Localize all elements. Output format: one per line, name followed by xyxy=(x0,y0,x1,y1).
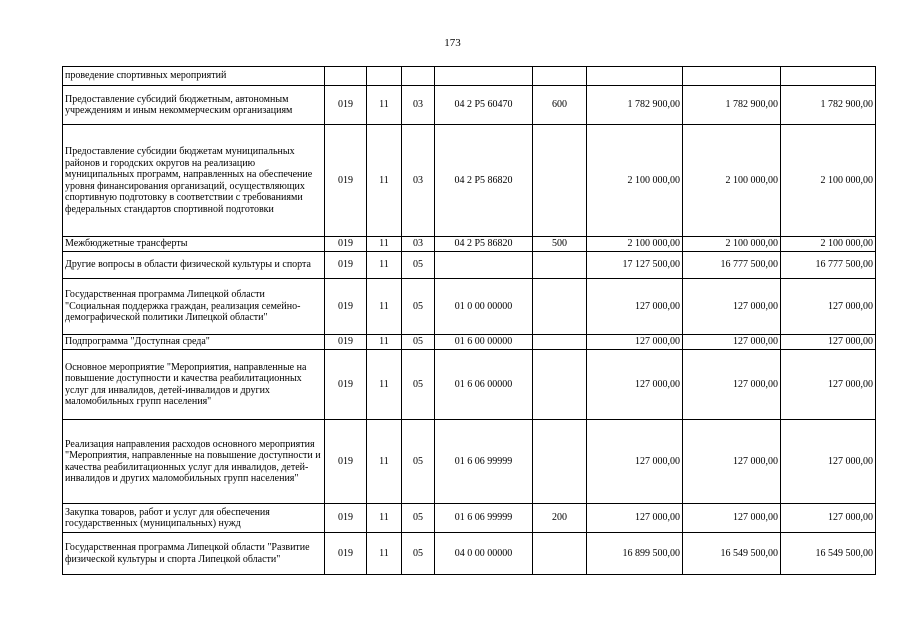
row-subsection: 03 xyxy=(402,86,435,125)
budget-table xyxy=(62,66,876,575)
row-type: 500 xyxy=(533,237,587,252)
table-row xyxy=(63,125,876,237)
row-sum-1 xyxy=(587,67,683,86)
row-name: Межбюджетные трансферты xyxy=(63,237,325,252)
table-row xyxy=(63,533,876,575)
row-type xyxy=(533,125,587,237)
table-row xyxy=(63,252,876,279)
row-sum-3: 127 000,00 xyxy=(781,350,876,420)
row-ministry: 019 xyxy=(325,335,367,350)
row-ministry: 019 xyxy=(325,279,367,335)
table-row xyxy=(63,350,876,420)
row-ministry xyxy=(325,67,367,86)
row-section: 11 xyxy=(367,533,402,575)
row-name: Государственная программа Липецкой области "Социальная поддержка граждан, реализация семейно-демографической политики Липецкой области" xyxy=(63,279,325,335)
row-sum-1: 2 100 000,00 xyxy=(587,237,683,252)
row-subsection: 05 xyxy=(402,504,435,533)
row-ministry: 019 xyxy=(325,533,367,575)
row-ministry: 019 xyxy=(325,420,367,504)
row-name: Предоставление субсидии бюджетам муниципальных районов и городских округов на реализацию муниципальных программ, направленных на обеспечение уровня финансирования организаций, осуществляющих спортивную подготовку в соответствии с требованиями федеральных стандартов спортивной подготовки xyxy=(63,125,325,237)
row-ministry: 019 xyxy=(325,125,367,237)
row-subsection: 05 xyxy=(402,533,435,575)
row-name: Закупка товаров, работ и услуг для обеспечения государственных (муниципальных) нужд xyxy=(63,504,325,533)
table-row xyxy=(63,86,876,125)
row-sum-2: 127 000,00 xyxy=(683,350,781,420)
row-sum-2: 16 549 500,00 xyxy=(683,533,781,575)
row-type xyxy=(533,252,587,279)
row-sum-3: 16 777 500,00 xyxy=(781,252,876,279)
row-subsection: 05 xyxy=(402,252,435,279)
row-sum-1: 127 000,00 xyxy=(587,420,683,504)
table-row xyxy=(63,237,876,252)
row-type xyxy=(533,350,587,420)
row-section: 11 xyxy=(367,86,402,125)
row-sum-1: 127 000,00 xyxy=(587,504,683,533)
row-ministry: 019 xyxy=(325,237,367,252)
row-sum-3: 127 000,00 xyxy=(781,279,876,335)
row-sum-3: 127 000,00 xyxy=(781,420,876,504)
row-sum-1: 127 000,00 xyxy=(587,279,683,335)
row-section xyxy=(367,67,402,86)
row-subsection: 05 xyxy=(402,279,435,335)
row-section: 11 xyxy=(367,350,402,420)
row-target: 01 6 06 99999 xyxy=(435,504,533,533)
row-sum-1: 17 127 500,00 xyxy=(587,252,683,279)
row-subsection xyxy=(402,67,435,86)
row-name: Другие вопросы в области физической культуры и спорта xyxy=(63,252,325,279)
row-sum-3: 2 100 000,00 xyxy=(781,237,876,252)
row-sum-2: 127 000,00 xyxy=(683,504,781,533)
row-sum-2: 2 100 000,00 xyxy=(683,125,781,237)
row-sum-1: 127 000,00 xyxy=(587,350,683,420)
row-name: проведение спортивных мероприятий xyxy=(63,67,325,86)
row-section: 11 xyxy=(367,504,402,533)
row-type xyxy=(533,67,587,86)
row-sum-2: 16 777 500,00 xyxy=(683,252,781,279)
row-name: Подпрограмма "Доступная среда" xyxy=(63,335,325,350)
row-subsection: 03 xyxy=(402,125,435,237)
row-section: 11 xyxy=(367,420,402,504)
row-type: 600 xyxy=(533,86,587,125)
row-target: 04 2 P5 60470 xyxy=(435,86,533,125)
row-sum-3: 1 782 900,00 xyxy=(781,86,876,125)
row-name: Предоставление субсидий бюджетным, автономным учреждениям и иным некоммерческим организациям xyxy=(63,86,325,125)
row-sum-2: 1 782 900,00 xyxy=(683,86,781,125)
row-sum-1: 127 000,00 xyxy=(587,335,683,350)
row-section: 11 xyxy=(367,279,402,335)
row-ministry: 019 xyxy=(325,350,367,420)
row-subsection: 05 xyxy=(402,335,435,350)
table-body xyxy=(63,67,876,575)
table-row xyxy=(63,504,876,533)
row-name: Основное мероприятие "Мероприятия, направленные на повышение доступности и качества реабилитационных услуг для инвалидов, детей-инвалидов и других маломобильных групп населения" xyxy=(63,350,325,420)
row-sum-3: 2 100 000,00 xyxy=(781,125,876,237)
row-type xyxy=(533,533,587,575)
row-ministry: 019 xyxy=(325,86,367,125)
row-sum-2 xyxy=(683,67,781,86)
row-sum-2: 127 000,00 xyxy=(683,335,781,350)
row-subsection: 05 xyxy=(402,420,435,504)
row-subsection: 03 xyxy=(402,237,435,252)
row-type xyxy=(533,420,587,504)
row-sum-3: 127 000,00 xyxy=(781,335,876,350)
row-sum-2: 127 000,00 xyxy=(683,420,781,504)
row-target xyxy=(435,67,533,86)
table-row xyxy=(63,67,876,86)
row-sum-1: 16 899 500,00 xyxy=(587,533,683,575)
row-target: 01 6 06 00000 xyxy=(435,350,533,420)
row-sum-3: 16 549 500,00 xyxy=(781,533,876,575)
row-type: 200 xyxy=(533,504,587,533)
row-target: 01 6 06 99999 xyxy=(435,420,533,504)
row-target: 04 0 00 00000 xyxy=(435,533,533,575)
row-target: 04 2 P5 86820 xyxy=(435,125,533,237)
row-target: 01 6 00 00000 xyxy=(435,335,533,350)
row-section: 11 xyxy=(367,125,402,237)
row-sum-2: 2 100 000,00 xyxy=(683,237,781,252)
table-row xyxy=(63,335,876,350)
page-number: 173 xyxy=(444,37,461,49)
row-ministry: 019 xyxy=(325,504,367,533)
row-section: 11 xyxy=(367,252,402,279)
row-target xyxy=(435,252,533,279)
row-sum-3 xyxy=(781,67,876,86)
row-sum-1: 2 100 000,00 xyxy=(587,125,683,237)
row-type xyxy=(533,335,587,350)
table-row xyxy=(63,279,876,335)
row-sum-2: 127 000,00 xyxy=(683,279,781,335)
row-target: 04 2 P5 86820 xyxy=(435,237,533,252)
row-name: Реализация направления расходов основного мероприятия "Мероприятия, направленные на повышение доступности и качества реабилитационных услуг для инвалидов, детей-инвалидов и других маломобильных групп населения" xyxy=(63,420,325,504)
row-type xyxy=(533,279,587,335)
table-row xyxy=(63,420,876,504)
row-subsection: 05 xyxy=(402,350,435,420)
row-section: 11 xyxy=(367,237,402,252)
row-name: Государственная программа Липецкой области "Развитие физической культуры и спорта Липецкой области" xyxy=(63,533,325,575)
row-section: 11 xyxy=(367,335,402,350)
row-sum-3: 127 000,00 xyxy=(781,504,876,533)
row-target: 01 0 00 00000 xyxy=(435,279,533,335)
row-ministry: 019 xyxy=(325,252,367,279)
row-sum-1: 1 782 900,00 xyxy=(587,86,683,125)
